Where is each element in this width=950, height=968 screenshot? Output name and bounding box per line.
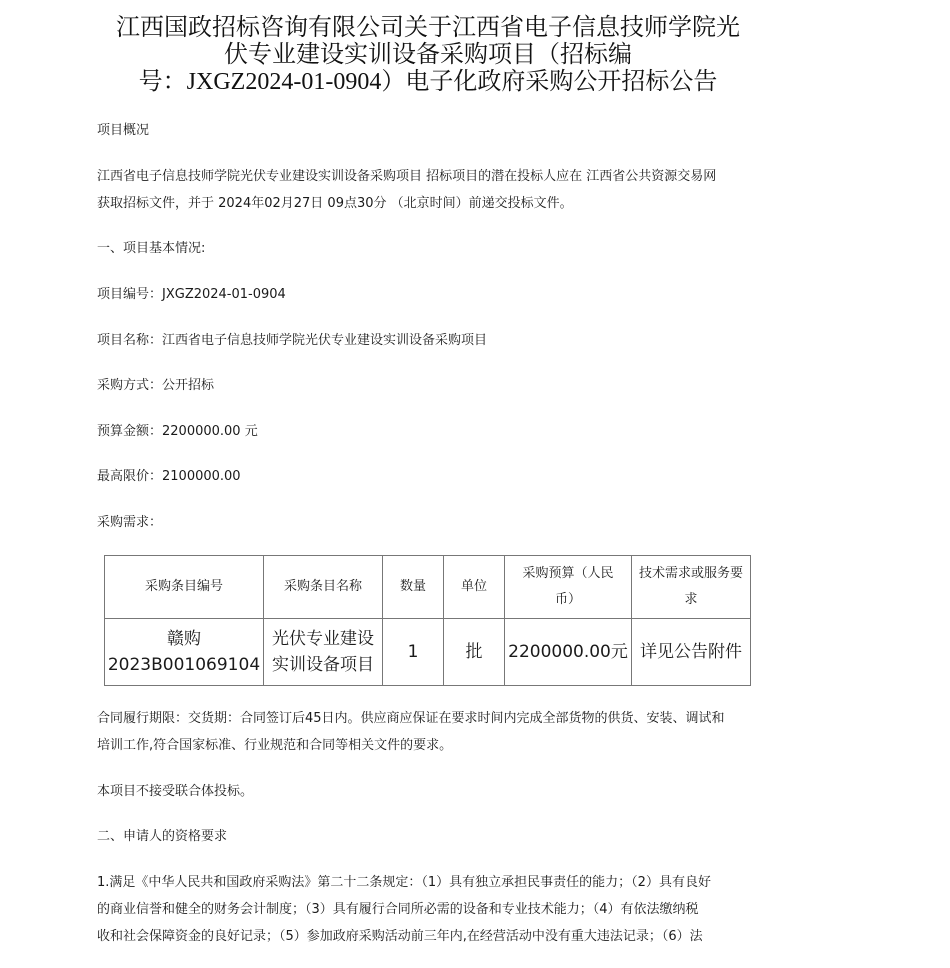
header-tech xyxy=(632,556,751,619)
qualification-line-2: 的商业信誉和健全的财务会计制度；（3）具有履行合同所必需的设备和专业技术能力；（4）有依法缴纳税 xyxy=(97,902,699,917)
overview-line-1: 江西省电子信息技师学院光伏专业建设实训设备采购项目 招标项目的潜在投标人应在 江西省公共资源交易网 xyxy=(97,169,717,184)
project-name: 项目名称：江西省电子信息技师学院光伏专业建设实训设备采购项目 xyxy=(97,333,488,348)
procurement-method: 采购方式：公开招标 xyxy=(97,378,215,393)
budget-amount: 预算金额：2200000.00 元 xyxy=(97,424,258,439)
project-number: 项目编号：JXGZ2024-01-0904 xyxy=(97,287,286,302)
header-item-no: 采购条目编号 xyxy=(105,556,264,619)
contract-line-2: 培训工作,符合国家标准、行业规范和合同等相关文件的要求。 xyxy=(97,738,453,753)
cell-budget: 2200000.00元 xyxy=(505,619,632,686)
requirements-heading: 采购需求： xyxy=(97,515,163,530)
max-price: 最高限价：2100000.00 xyxy=(97,469,241,484)
title-line-2: 伏专业建设实训设备采购项目（招标编 xyxy=(224,40,632,68)
title-line-3-suffix: ）电子化政府采购公开招标公告 xyxy=(381,67,718,95)
no-consortium: 本项目不接受联合体投标。 xyxy=(97,784,254,799)
qualification-line-1: 1.满足《中华人民共和国政府采购法》第二十二条规定：（1）具有独立承担民事责任的能力；（2）具有良好 xyxy=(97,875,711,890)
page-title xyxy=(96,14,760,96)
requirements-table xyxy=(104,555,751,686)
overview-line-2: 获取招标文件，并于 2024年02月27日 09点30分 （北京时间）前递交投标文件。 xyxy=(97,196,573,211)
cell-item-no-line-2: 2023B001069104 xyxy=(107,655,261,675)
header-budget xyxy=(505,556,632,619)
contract-line-1: 合同履行期限：交货期：合同签订后45日内。供应商应保证在要求时间内完成全部货物的供货、安装、调试和 xyxy=(97,711,725,726)
cell-item-name-line-2: 实训设备项目 xyxy=(272,655,374,675)
title-line-3-prefix: 号： xyxy=(138,67,187,95)
cell-quantity: 1 xyxy=(383,619,444,686)
header-tech-line-2: 求 xyxy=(684,592,698,607)
overview-heading: 项目概况 xyxy=(97,123,150,138)
cell-item-name-line-1: 光伏专业建设 xyxy=(272,629,374,649)
tender-code: JXGZ2024-01-0904 xyxy=(186,69,382,95)
section-2-heading: 二、申请人的资格要求 xyxy=(97,829,228,844)
header-unit: 单位 xyxy=(444,556,505,619)
header-tech-line-1: 技术需求或服务要 xyxy=(638,566,743,581)
header-quantity: 数量 xyxy=(383,556,444,619)
cell-item-name xyxy=(264,619,383,686)
header-item-name: 采购条目名称 xyxy=(264,556,383,619)
section-1-heading: 一、项目基本情况: xyxy=(97,241,206,256)
cell-item-no xyxy=(105,619,264,686)
cell-tech: 详见公告附件 xyxy=(632,619,751,686)
cell-item-no-line-1: 赣购 xyxy=(167,629,201,649)
header-budget-line-1: 采购预算（人民 xyxy=(522,566,614,581)
title-line-1: 江西国政招标咨询有限公司关于江西省电子信息技师学院光 xyxy=(116,13,740,41)
header-budget-line-2: 币） xyxy=(554,592,581,607)
title-line-3 xyxy=(96,68,760,96)
cell-unit: 批 xyxy=(444,619,505,686)
qualification-line-3: 收和社会保障资金的良好记录；（5）参加政府采购活动前三年内,在经营活动中没有重大违法记录；（6）法 xyxy=(97,929,703,944)
table-header-row xyxy=(105,556,751,619)
table-row xyxy=(105,619,751,686)
